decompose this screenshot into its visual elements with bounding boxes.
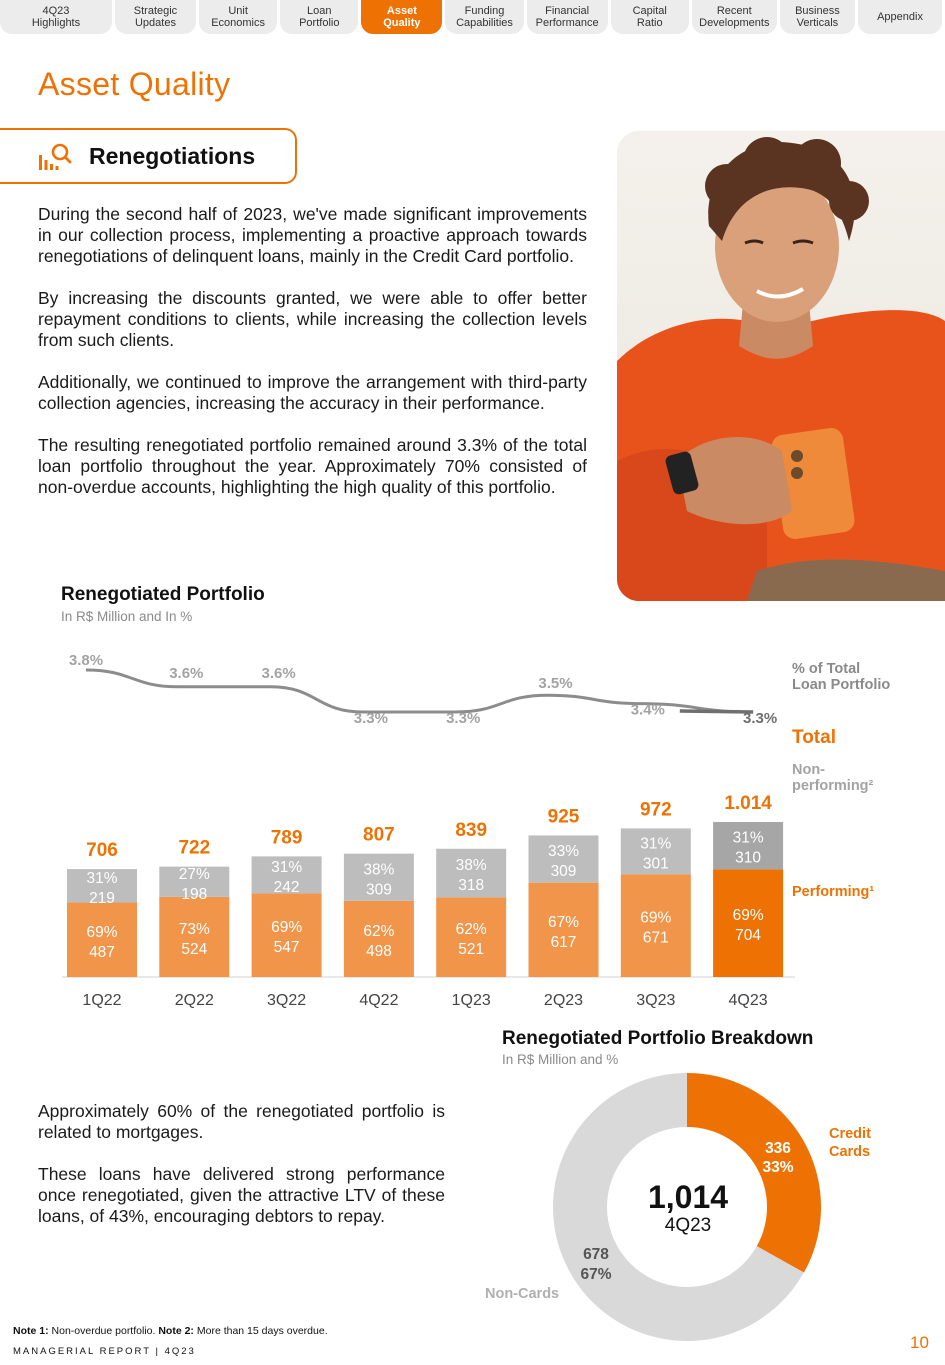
tab-recent-developments[interactable]: Recent Developments [692, 0, 777, 34]
tab-4q23-highlights[interactable]: 4Q23 Highlights [0, 0, 112, 34]
footer: MANAGERIAL REPORT | 4Q23 [13, 1346, 196, 1357]
nonperforming-value-label: 309 [365, 881, 392, 899]
paragraph: These loans have delivered strong performance once renegotiated, given the attractive LTV of these loans, of 43%, encouraging debtors to repay. [38, 1164, 445, 1226]
percent-label: 3.3% [742, 710, 778, 727]
nonperforming-share-label: 31% [640, 835, 672, 853]
performing-value-label: 704 [735, 927, 762, 945]
percent-label: 3.6% [261, 664, 296, 682]
footnotes [13, 1325, 328, 1337]
total-label: 807 [363, 824, 395, 846]
category-label: 4Q22 [359, 992, 399, 1009]
category-label: 4Q23 [728, 992, 768, 1009]
performing-share-label: 69% [640, 909, 672, 927]
note-text: Non-overdue portfolio. [51, 1325, 156, 1337]
performing-value-label: 617 [550, 933, 577, 951]
nonperforming-share-label: 38% [363, 861, 395, 879]
performing-value-label: 547 [273, 939, 300, 957]
performing-share-label: 73% [178, 920, 210, 938]
section-header [0, 128, 297, 184]
donut-center-value: 1,014 [647, 1179, 729, 1215]
portfolio-breakdown-donut [470, 1070, 910, 1360]
renegotiated-portfolio-chart [0, 640, 945, 1020]
page-number: 10 [910, 1333, 929, 1352]
total-label: 706 [86, 840, 118, 862]
man-in-orange-shirt-using-phone-photo [617, 131, 945, 601]
total-label: 1.014 [724, 793, 772, 814]
total-label: 839 [455, 819, 488, 841]
top-navigation [0, 0, 945, 36]
nonperforming-value-label: 309 [550, 863, 577, 881]
nonperforming-value-label: 318 [458, 877, 485, 895]
nonperforming-share-label: 31% [732, 829, 764, 847]
performing-share-label: 62% [363, 922, 395, 940]
legend-total: Total [792, 727, 836, 748]
tab-appendix[interactable]: Appendix [858, 0, 942, 34]
percent-label: 3.8% [68, 652, 104, 669]
nonperforming-value-label: 310 [735, 849, 762, 867]
tab-asset-quality[interactable]: Asset Quality [361, 0, 442, 34]
bar-chart-subtitle: In R$ Million and In % [61, 609, 193, 624]
tab-loan-portfolio[interactable]: Loan Portfolio [280, 0, 358, 34]
nonperforming-share-label: 38% [455, 857, 487, 875]
performing-share-label: 62% [455, 921, 487, 939]
paragraph: During the second half of 2023, we've made significant improvements in our collection process, implementing a proactive approach towards renegotiations of delinquent loans, mainly in the Credit Card portfolio. [38, 204, 587, 266]
paragraph: Approximately 60% of the renegotiated portfolio is related to mortgages. [38, 1101, 445, 1142]
legend-percent-line: % of Total Loan Portfolio [792, 661, 891, 693]
tab-business-verticals[interactable]: Business Verticals [780, 0, 855, 34]
legend-performing: Performing¹ [792, 884, 875, 900]
total-label: 722 [178, 837, 211, 859]
nonperforming-share-label: 31% [271, 858, 303, 876]
performing-share-label: 69% [732, 907, 764, 925]
tab-financial-performance[interactable]: Financial Performance [527, 0, 608, 34]
legend-nonperforming: Non-performing² [792, 762, 874, 794]
category-label: 2Q22 [174, 992, 214, 1009]
percent-label: 3.3% [446, 710, 481, 727]
nonperforming-value-label: 219 [89, 889, 115, 907]
performing-value-label: 498 [365, 942, 392, 960]
donut-chart-subtitle: In R$ Million and % [502, 1052, 619, 1067]
slice-pct-label: 67% [580, 1266, 612, 1283]
section-title: Renegotiations [89, 143, 256, 169]
slice-value-label: 678 [583, 1246, 609, 1263]
performing-value-label: 487 [89, 943, 115, 961]
donut-chart-title: Renegotiated Portfolio Breakdown [502, 1028, 814, 1049]
percent-label: 3.6% [169, 664, 204, 682]
page-title: Asset Quality [38, 66, 231, 102]
percent-label: 3.3% [353, 710, 389, 727]
total-label: 972 [639, 799, 672, 821]
paragraph: By increasing the discounts granted, we were able to offer better repayment conditions to clients, while increasing the collection levels from such clients. [38, 288, 587, 350]
bar-chart-title: Renegotiated Portfolio [61, 584, 265, 605]
performing-share-label: 67% [547, 913, 580, 931]
total-label: 925 [547, 806, 580, 828]
nonperforming-share-label: 33% [547, 843, 580, 861]
slice-name-credit-cards: Credit Cards [829, 1126, 871, 1160]
paragraph: The resulting renegotiated portfolio remained around 3.3% of the total loan portfolio throughout the year. Approximately 70% consisted of non-overdue accounts, highlighting the high quality of this portfolio. [38, 435, 587, 497]
percent-label: 3.5% [538, 675, 573, 693]
chart-magnifier-icon [38, 142, 72, 172]
tab-strategic-updates[interactable]: Strategic Updates [115, 0, 196, 34]
performing-value-label: 671 [642, 929, 669, 947]
category-label: 3Q22 [267, 992, 307, 1009]
intro-text [38, 204, 587, 519]
category-label: 3Q23 [636, 992, 676, 1009]
nonperforming-share-label: 27% [178, 865, 210, 883]
tab-funding-capabilities[interactable]: Funding Capabilities [445, 0, 523, 34]
note-text: More than 15 days overdue. [196, 1325, 328, 1337]
mortgage-text [38, 1101, 445, 1248]
performing-value-label: 521 [458, 941, 485, 959]
category-label: 1Q23 [451, 992, 491, 1009]
tab-unit-economics[interactable]: Unit Economics [199, 0, 277, 34]
note-label: Note 1: [13, 1325, 49, 1337]
performing-value-label: 524 [181, 940, 208, 958]
nonperforming-value-label: 242 [273, 878, 300, 896]
category-label: 1Q22 [82, 992, 122, 1009]
category-label: 2Q23 [543, 992, 584, 1009]
tab-capital-ratio[interactable]: Capital Ratio [611, 0, 689, 34]
donut-slice [687, 1073, 821, 1273]
performing-share-label: 69% [271, 919, 303, 937]
paragraph: Additionally, we continued to improve the arrangement with third-party collection agencies, increasing the accuracy in their performance. [38, 372, 587, 413]
slice-pct-label: 33% [762, 1159, 794, 1176]
nonperforming-value-label: 198 [181, 885, 208, 903]
nonperforming-value-label: 301 [642, 855, 669, 873]
note-label: Note 2: [158, 1325, 194, 1337]
percent-label: 3.4% [630, 701, 665, 719]
slice-name-non-cards: Non-Cards [485, 1286, 560, 1302]
total-label: 789 [270, 827, 303, 849]
performing-share-label: 69% [86, 923, 118, 941]
donut-center-label: 4Q23 [664, 1215, 712, 1236]
slice-value-label: 336 [765, 1140, 791, 1157]
nonperforming-share-label: 31% [86, 869, 118, 887]
